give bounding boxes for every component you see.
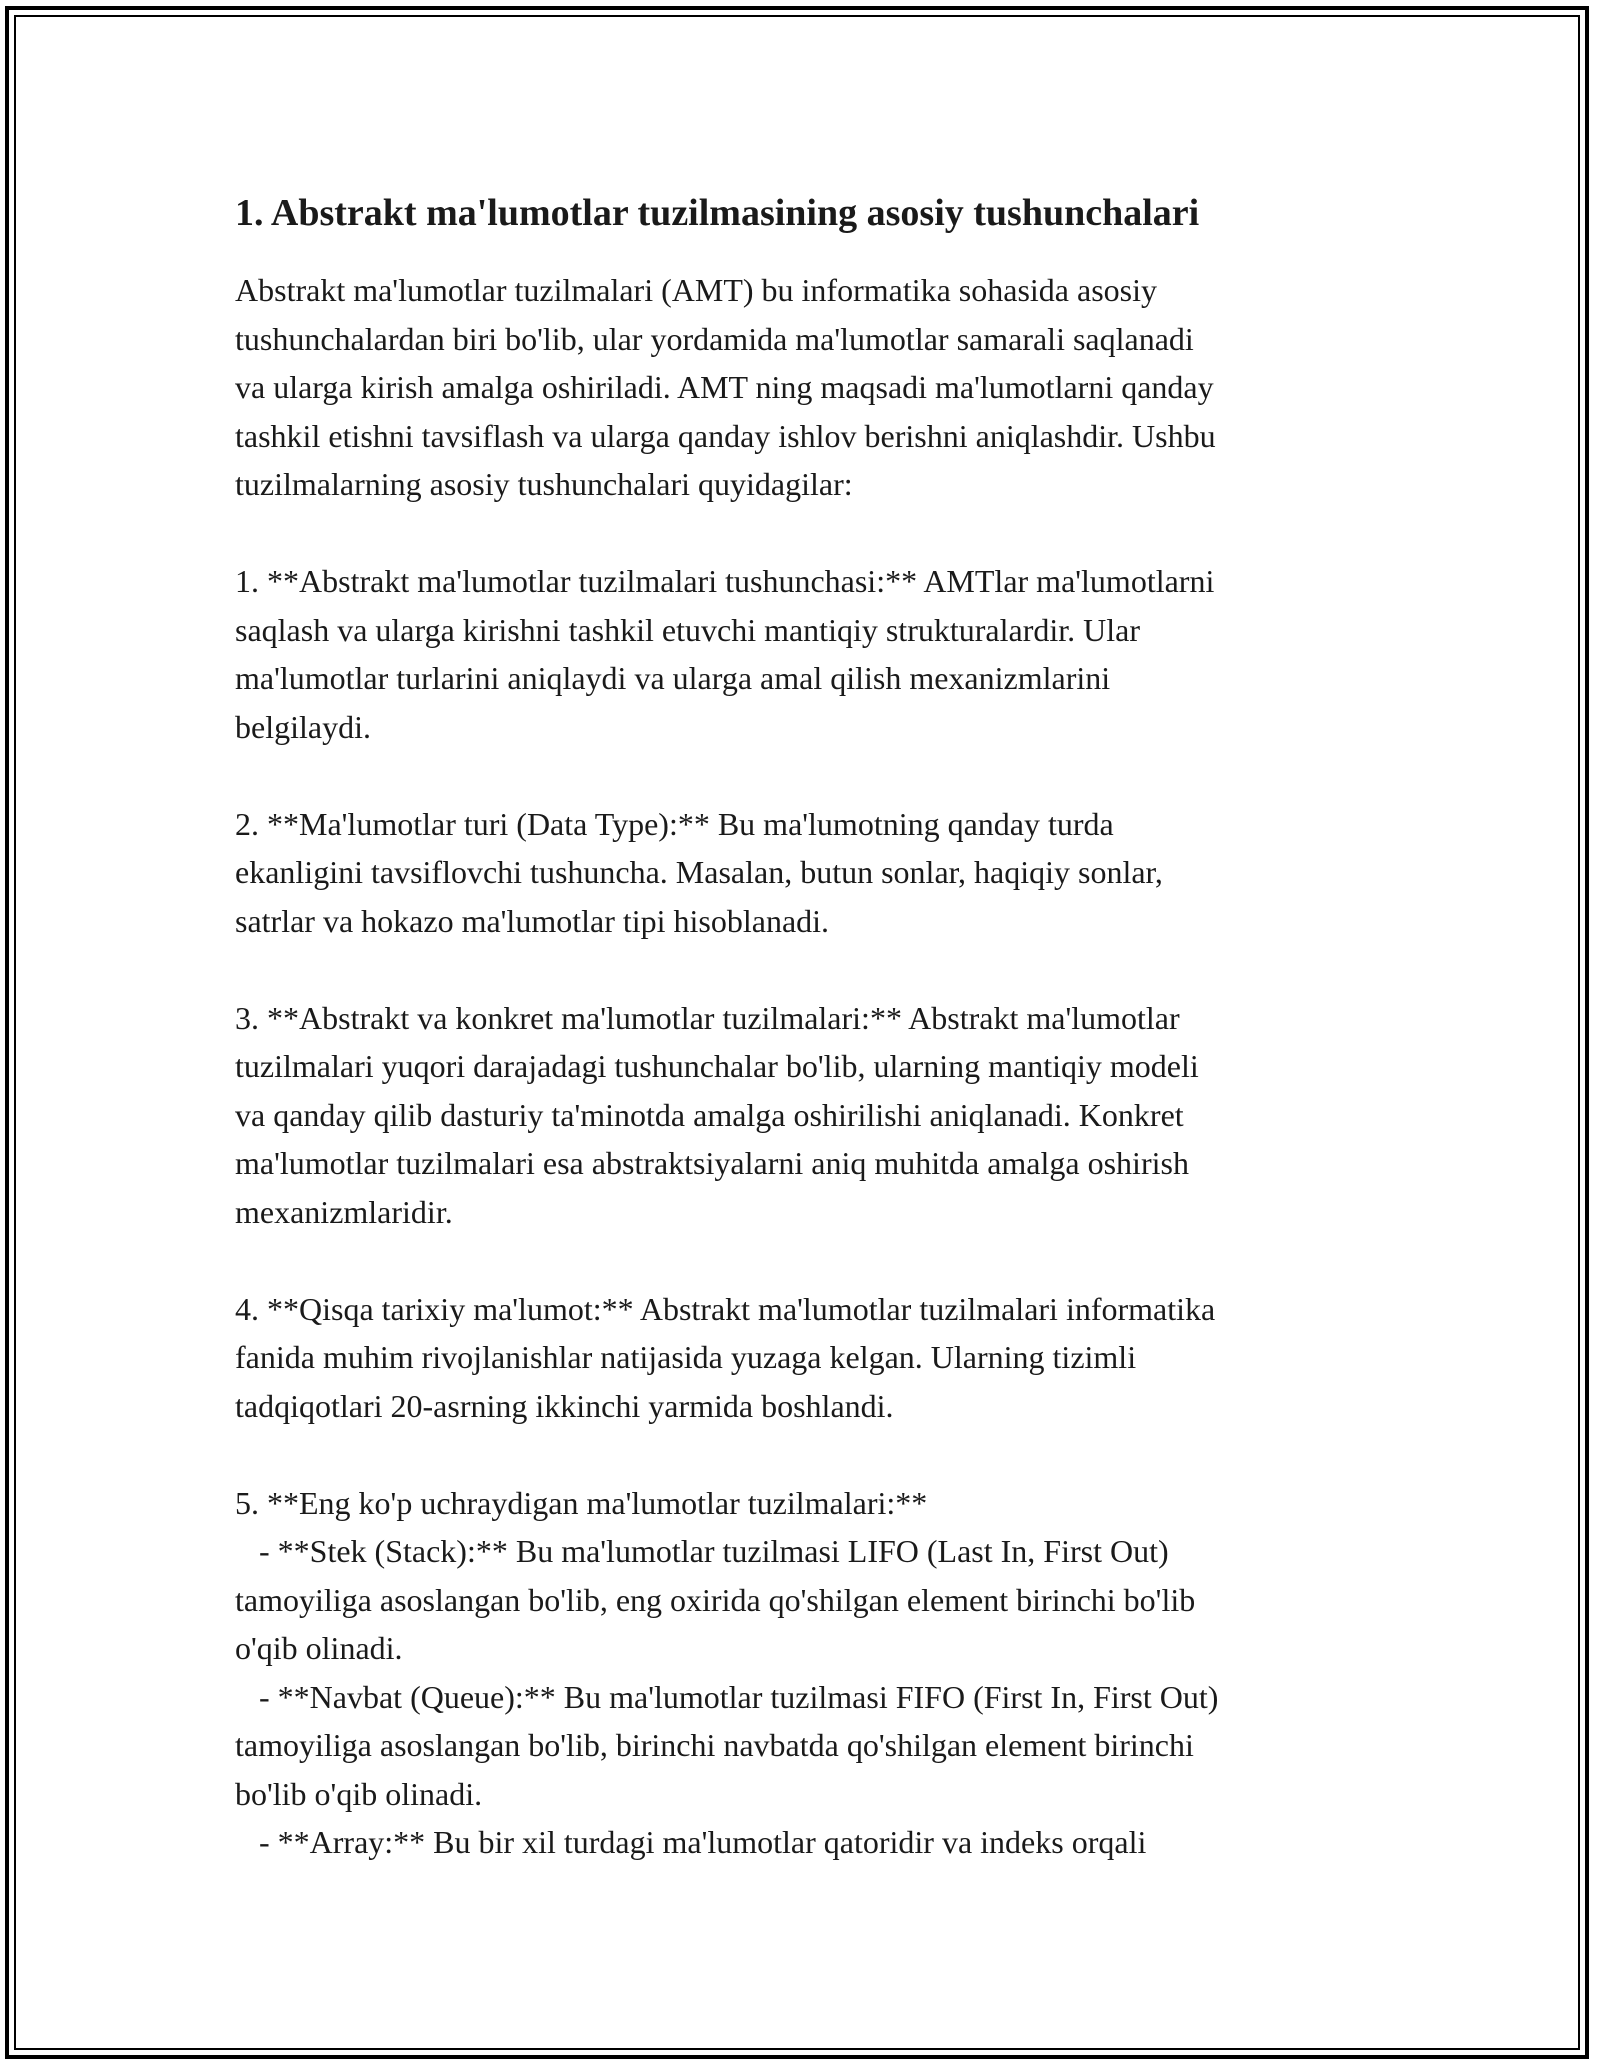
paragraph-gap <box>235 751 1365 800</box>
list-item-1: 1. **Abstrakt ma'lumotlar tuzilmalari tushunchasi:** AMTlar ma'lumotlarni saqlash va ularga kirishni tashkil etuvchi mantiqiy strukturalardir. Ular ma'lumotlar turlarini aniqlaydi va ularga amal qilish mexanizmlarini belgilaydi. <box>235 563 1215 745</box>
list-item-4: 4. **Qisqa tarixiy ma'lumot:** Abstrakt ma'lumotlar tuzilmalari informatika fanida muhim rivojlanishlar natijasida yuzaga kelgan. Ularning tizimli tadqiqotlari 20-asrning ikkinchi yarmida boshlandi. <box>235 1290 1216 1424</box>
list-item-5: 5. **Eng ko'p uchraydigan ma'lumotlar tuzilmalari:** - **Stek (Stack):** Bu ma'lumotlar tuzilmasi LIFO (Last In, First Out) tamoyiliga asoslangan bo'lib, eng oxirida qo'shilgan element birinchi bo'lib o'qib olinadi. - **Navbat (Queue):** Bu ma'lumotlar tuzilmasi FIFO (First In, First Out) tamoyiliga asoslangan bo'lib, birinchi navbatda qo'shilgan element birinchi bo'lib o'qib olinadi. - **Array:** Bu bir xil turdagi ma'lumotlar qatoridir va indeks orqali <box>235 1484 1219 1860</box>
document-body <box>235 186 1365 1867</box>
paragraph-gap <box>235 1236 1365 1285</box>
paragraph-gap <box>235 945 1365 994</box>
paragraph-gap <box>235 1430 1365 1479</box>
intro-paragraph: Abstrakt ma'lumotlar tuzilmalari (AMT) bu informatika sohasida asosiy tushunchalardan biri bo'lib, ular yordamida ma'lumotlar samarali saqlanadi va ularga kirish amalga oshiriladi. AMT ning maqsadi ma'lumotlarni qanday tashkil etishni tavsiflash va ularga qanday ishlov berishni aniqlashdir. Ushbu tuzilmalarning asosiy tushunchalari quyidagilar: <box>235 272 1216 502</box>
list-item-2: 2. **Ma'lumotlar turi (Data Type):** Bu ma'lumotning qanday turda ekanligini tavsiflovchi tushuncha. Masalan, butun sonlar, haqiqiy sonlar, satrlar va hokazo ma'lumotlar tipi hisoblanadi. <box>235 805 1163 939</box>
section-title: 1. Abstrakt ma'lumotlar tuzilmasining asosiy tushunchalari <box>235 192 1200 234</box>
list-item-3: 3. **Abstrakt va konkret ma'lumotlar tuzilmalari:** Abstrakt ma'lumotlar tuzilmalari yuqori darajadagi tushunchalar bo'lib, ularning mantiqiy modeli va qanday qilib dasturiy ta'minotda amalga oshirilishi aniqlanadi. Konkret ma'lumotlar tuzilmalari esa abstraktsiyalarni aniq muhitda amalga oshirish mexanizmlaridir. <box>235 999 1199 1230</box>
paragraph-gap <box>235 509 1365 558</box>
